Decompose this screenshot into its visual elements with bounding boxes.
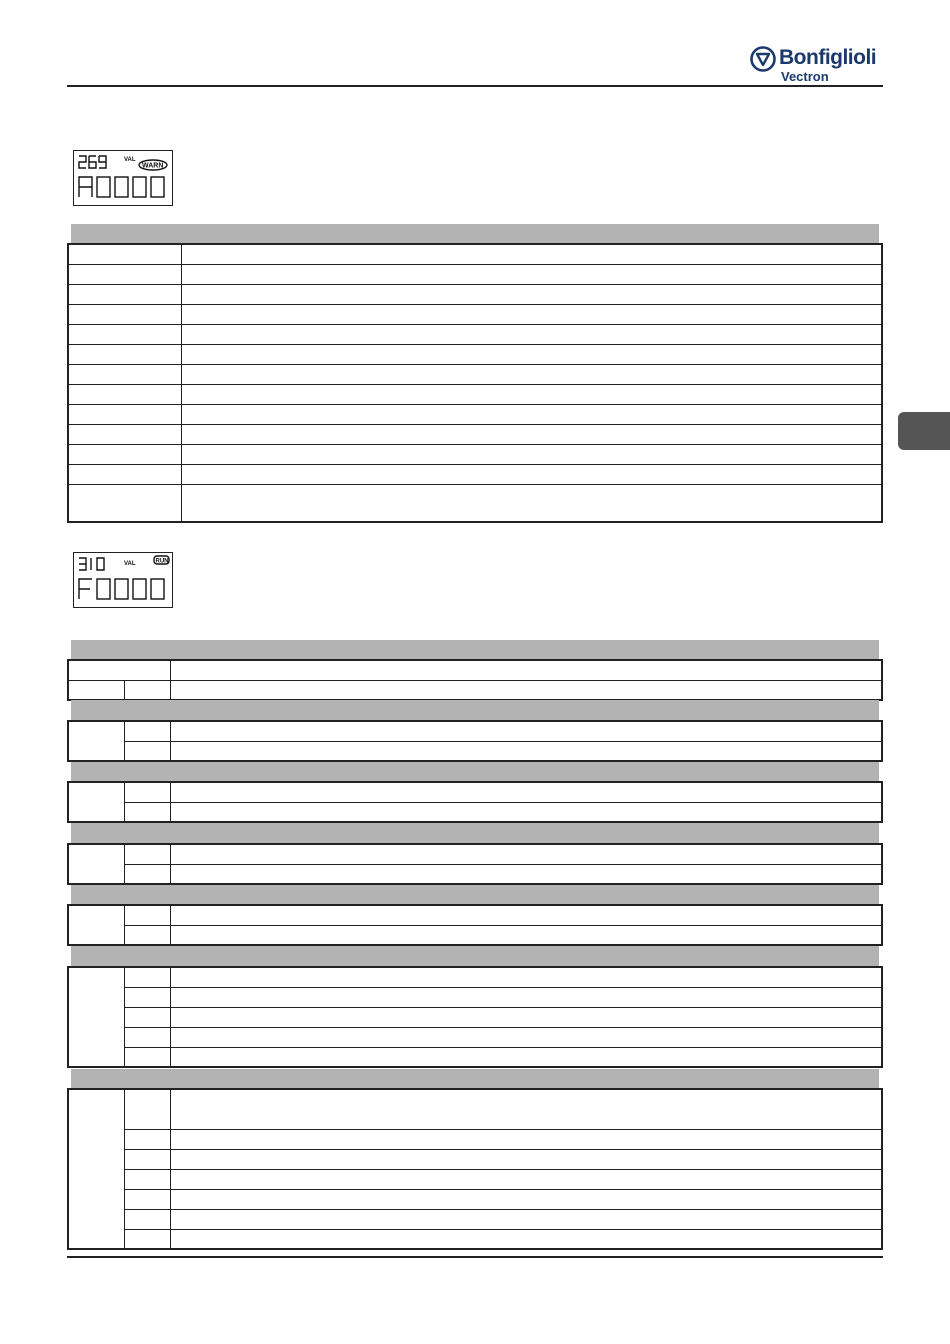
brand-logo	[750, 42, 885, 86]
header-rule	[67, 85, 883, 87]
bonfiglioli-logo-icon	[750, 46, 776, 72]
table-row	[68, 782, 882, 802]
table-row	[68, 987, 882, 1007]
table-row	[68, 364, 882, 384]
table-row	[68, 660, 882, 680]
table-row	[68, 444, 882, 464]
table-row	[68, 1229, 882, 1249]
table-row	[68, 1027, 882, 1047]
lcd-status-label: RUN	[155, 558, 169, 565]
lcd-unit-label: VAL	[124, 561, 136, 567]
table-row	[68, 1089, 882, 1129]
table-row	[68, 1129, 882, 1149]
fault-group-table	[67, 966, 883, 1068]
table-row	[68, 404, 882, 424]
table-row	[68, 905, 882, 925]
fault-group-table	[67, 843, 883, 885]
fault-table-head	[67, 659, 883, 701]
logo-name: Bonfiglioli	[779, 46, 877, 69]
table-row	[68, 1209, 882, 1229]
table-row	[68, 1189, 882, 1209]
section-header-bar	[71, 700, 879, 720]
footer-rule	[67, 1256, 883, 1258]
table-row	[68, 1007, 882, 1027]
table-row	[68, 844, 882, 864]
table-row	[68, 304, 882, 324]
table-row	[68, 264, 882, 284]
table-row	[68, 925, 882, 945]
section-header-bar	[71, 823, 879, 843]
table-row	[68, 244, 882, 264]
table-row	[68, 344, 882, 364]
table-row	[68, 680, 882, 700]
lcd-unit-label: VAL	[124, 157, 136, 163]
table-row	[68, 284, 882, 304]
fault-group-table	[67, 781, 883, 823]
section-header-bar	[71, 946, 879, 966]
table-row	[68, 464, 882, 484]
section-header-bar	[71, 224, 879, 244]
lcd-segments	[74, 151, 172, 205]
table-row	[68, 721, 882, 741]
table-row	[68, 1149, 882, 1169]
lcd-status-label: WARN	[142, 162, 164, 170]
table-row	[68, 1169, 882, 1189]
table-row	[68, 864, 882, 884]
section-header-bar	[71, 762, 879, 782]
section-header-bar	[71, 640, 879, 660]
logo-subtitle: Vectron	[781, 69, 829, 84]
table-row	[68, 424, 882, 444]
fault-group-table	[67, 904, 883, 946]
table-row	[68, 967, 882, 987]
section-header-bar	[71, 1069, 879, 1089]
table-row	[68, 384, 882, 404]
table-row	[68, 1047, 882, 1067]
fault-group-table	[67, 720, 883, 762]
warning-code-table	[67, 243, 883, 523]
keypad-display-fault	[73, 552, 173, 608]
section-header-bar	[71, 885, 879, 905]
lcd-segments	[74, 553, 172, 607]
chapter-tab	[898, 412, 950, 450]
keypad-display-warning	[73, 150, 173, 206]
table-row	[68, 484, 882, 522]
table-row	[68, 802, 882, 822]
fault-group-table	[67, 1088, 883, 1250]
table-row	[68, 324, 882, 344]
table-row	[68, 741, 882, 761]
